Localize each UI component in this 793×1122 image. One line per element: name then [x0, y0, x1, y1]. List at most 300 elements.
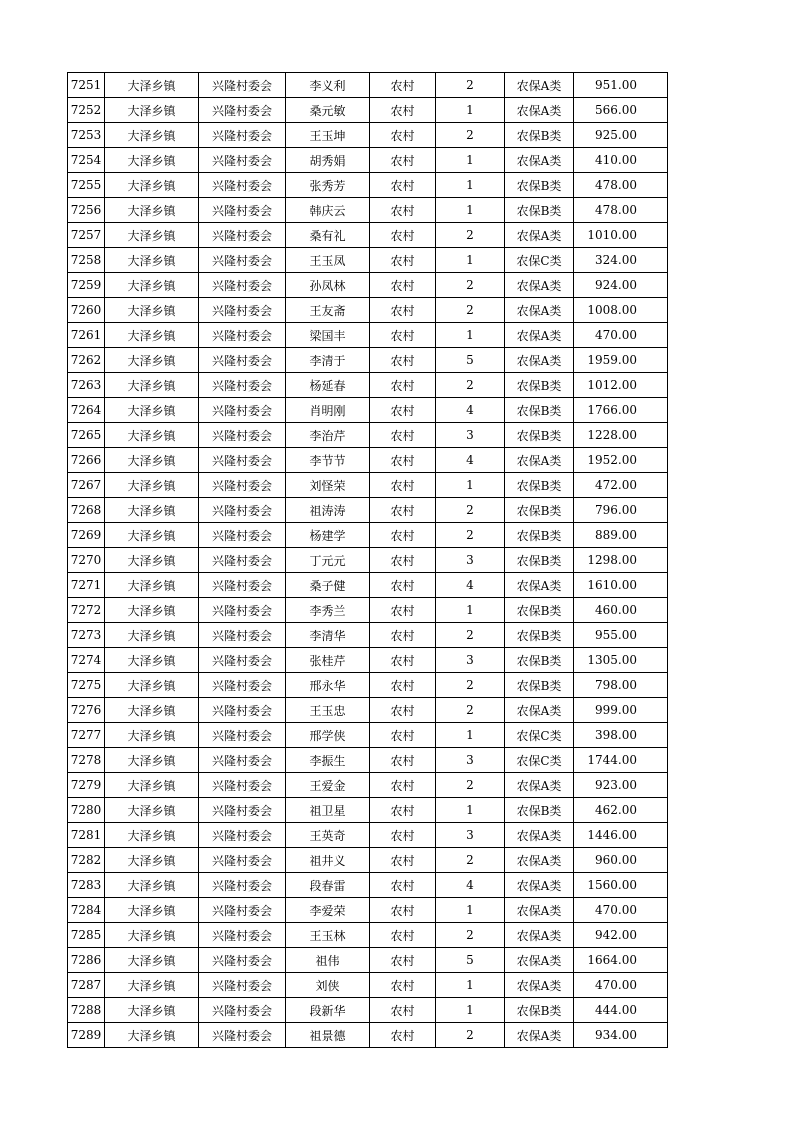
table-row	[68, 573, 668, 598]
area-type-cell: 农村	[370, 173, 436, 198]
insurance-category-cell: 农保B类	[505, 198, 574, 223]
area-type-cell: 农村	[370, 773, 436, 798]
town-cell: 大泽乡镇	[105, 923, 199, 948]
household-count-cell: 3	[436, 423, 505, 448]
name-cell: 桑子健	[286, 573, 370, 598]
amount-cell: 1610.00	[574, 573, 668, 598]
area-type-cell: 农村	[370, 148, 436, 173]
household-count-cell: 4	[436, 398, 505, 423]
area-type-cell: 农村	[370, 298, 436, 323]
household-count-cell: 4	[436, 873, 505, 898]
amount-cell: 478.00	[574, 198, 668, 223]
amount-cell: 960.00	[574, 848, 668, 873]
name-cell: 张桂芹	[286, 648, 370, 673]
serial-number-cell: 7260	[68, 298, 105, 323]
insurance-category-cell: 农保C类	[505, 748, 574, 773]
household-count-cell: 1	[436, 148, 505, 173]
village-committee-cell: 兴隆村委会	[199, 398, 286, 423]
serial-number-cell: 7257	[68, 223, 105, 248]
area-type-cell: 农村	[370, 123, 436, 148]
household-count-cell: 1	[436, 798, 505, 823]
town-cell: 大泽乡镇	[105, 798, 199, 823]
name-cell: 段新华	[286, 998, 370, 1023]
serial-number-cell: 7259	[68, 273, 105, 298]
serial-number-cell: 7272	[68, 598, 105, 623]
amount-cell: 1446.00	[574, 823, 668, 848]
name-cell: 王爱金	[286, 773, 370, 798]
town-cell: 大泽乡镇	[105, 423, 199, 448]
area-type-cell: 农村	[370, 348, 436, 373]
insurance-category-cell: 农保A类	[505, 698, 574, 723]
area-type-cell: 农村	[370, 473, 436, 498]
table-row	[68, 848, 668, 873]
town-cell: 大泽乡镇	[105, 448, 199, 473]
amount-cell: 1305.00	[574, 648, 668, 673]
town-cell: 大泽乡镇	[105, 298, 199, 323]
serial-number-cell: 7284	[68, 898, 105, 923]
village-committee-cell: 兴隆村委会	[199, 823, 286, 848]
town-cell: 大泽乡镇	[105, 773, 199, 798]
household-count-cell: 2	[436, 373, 505, 398]
serial-number-cell: 7262	[68, 348, 105, 373]
village-committee-cell: 兴隆村委会	[199, 548, 286, 573]
town-cell: 大泽乡镇	[105, 473, 199, 498]
serial-number-cell: 7285	[68, 923, 105, 948]
household-count-cell: 1	[436, 898, 505, 923]
insurance-category-cell: 农保A类	[505, 98, 574, 123]
amount-cell: 398.00	[574, 723, 668, 748]
table-row	[68, 973, 668, 998]
table-row	[68, 298, 668, 323]
insurance-category-cell: 农保C类	[505, 248, 574, 273]
amount-cell: 470.00	[574, 323, 668, 348]
town-cell: 大泽乡镇	[105, 873, 199, 898]
amount-cell: 798.00	[574, 673, 668, 698]
serial-number-cell: 7277	[68, 723, 105, 748]
insurance-category-cell: 农保B类	[505, 498, 574, 523]
town-cell: 大泽乡镇	[105, 573, 199, 598]
town-cell: 大泽乡镇	[105, 698, 199, 723]
name-cell: 李清华	[286, 623, 370, 648]
area-type-cell: 农村	[370, 973, 436, 998]
name-cell: 李秀兰	[286, 598, 370, 623]
area-type-cell: 农村	[370, 73, 436, 98]
serial-number-cell: 7258	[68, 248, 105, 273]
serial-number-cell: 7255	[68, 173, 105, 198]
table-row	[68, 148, 668, 173]
town-cell: 大泽乡镇	[105, 948, 199, 973]
table-row	[68, 623, 668, 648]
insurance-category-cell: 农保A类	[505, 148, 574, 173]
serial-number-cell: 7289	[68, 1023, 105, 1048]
insurance-category-cell: 农保B类	[505, 598, 574, 623]
serial-number-cell: 7273	[68, 623, 105, 648]
town-cell: 大泽乡镇	[105, 898, 199, 923]
village-committee-cell: 兴隆村委会	[199, 948, 286, 973]
insurance-category-cell: 农保B类	[505, 398, 574, 423]
table-row	[68, 173, 668, 198]
household-count-cell: 3	[436, 548, 505, 573]
name-cell: 韩庆云	[286, 198, 370, 223]
area-type-cell: 农村	[370, 1023, 436, 1048]
amount-cell: 462.00	[574, 798, 668, 823]
household-count-cell: 5	[436, 948, 505, 973]
name-cell: 王友斋	[286, 298, 370, 323]
area-type-cell: 农村	[370, 848, 436, 873]
name-cell: 李节节	[286, 448, 370, 473]
amount-cell: 470.00	[574, 973, 668, 998]
household-count-cell: 2	[436, 923, 505, 948]
table-row	[68, 948, 668, 973]
serial-number-cell: 7280	[68, 798, 105, 823]
table-row	[68, 198, 668, 223]
household-count-cell: 1	[436, 973, 505, 998]
household-count-cell: 1	[436, 173, 505, 198]
amount-cell: 478.00	[574, 173, 668, 198]
village-committee-cell: 兴隆村委会	[199, 923, 286, 948]
insurance-category-cell: 农保B类	[505, 673, 574, 698]
village-committee-cell: 兴隆村委会	[199, 698, 286, 723]
village-committee-cell: 兴隆村委会	[199, 173, 286, 198]
amount-cell: 951.00	[574, 73, 668, 98]
amount-cell: 460.00	[574, 598, 668, 623]
amount-cell: 955.00	[574, 623, 668, 648]
area-type-cell: 农村	[370, 98, 436, 123]
table-row	[68, 998, 668, 1023]
table-row	[68, 123, 668, 148]
household-count-cell: 2	[436, 698, 505, 723]
table-row	[68, 523, 668, 548]
serial-number-cell: 7264	[68, 398, 105, 423]
household-count-cell: 2	[436, 773, 505, 798]
area-type-cell: 农村	[370, 598, 436, 623]
amount-cell: 1298.00	[574, 548, 668, 573]
household-count-cell: 1	[436, 598, 505, 623]
serial-number-cell: 7271	[68, 573, 105, 598]
table-row	[68, 323, 668, 348]
serial-number-cell: 7276	[68, 698, 105, 723]
amount-cell: 1744.00	[574, 748, 668, 773]
village-committee-cell: 兴隆村委会	[199, 723, 286, 748]
village-committee-cell: 兴隆村委会	[199, 798, 286, 823]
table-row	[68, 673, 668, 698]
town-cell: 大泽乡镇	[105, 248, 199, 273]
table-row	[68, 598, 668, 623]
household-count-cell: 3	[436, 823, 505, 848]
town-cell: 大泽乡镇	[105, 148, 199, 173]
town-cell: 大泽乡镇	[105, 748, 199, 773]
household-count-cell: 4	[436, 573, 505, 598]
table-row	[68, 448, 668, 473]
table-row	[68, 748, 668, 773]
data-table	[67, 72, 668, 1048]
amount-cell: 1664.00	[574, 948, 668, 973]
insurance-category-cell: 农保A类	[505, 923, 574, 948]
village-committee-cell: 兴隆村委会	[199, 123, 286, 148]
village-committee-cell: 兴隆村委会	[199, 348, 286, 373]
area-type-cell: 农村	[370, 723, 436, 748]
name-cell: 李义利	[286, 73, 370, 98]
name-cell: 王玉凤	[286, 248, 370, 273]
insurance-category-cell: 农保A类	[505, 848, 574, 873]
area-type-cell: 农村	[370, 573, 436, 598]
area-type-cell: 农村	[370, 923, 436, 948]
amount-cell: 1228.00	[574, 423, 668, 448]
amount-cell: 934.00	[574, 1023, 668, 1048]
serial-number-cell: 7278	[68, 748, 105, 773]
table-row	[68, 773, 668, 798]
amount-cell: 1012.00	[574, 373, 668, 398]
town-cell: 大泽乡镇	[105, 223, 199, 248]
amount-cell: 796.00	[574, 498, 668, 523]
household-count-cell: 2	[436, 623, 505, 648]
serial-number-cell: 7268	[68, 498, 105, 523]
insurance-category-cell: 农保B类	[505, 648, 574, 673]
village-committee-cell: 兴隆村委会	[199, 1023, 286, 1048]
insurance-category-cell: 农保A类	[505, 323, 574, 348]
town-cell: 大泽乡镇	[105, 723, 199, 748]
household-count-cell: 2	[436, 848, 505, 873]
amount-cell: 1010.00	[574, 223, 668, 248]
table-row	[68, 348, 668, 373]
name-cell: 刘侠	[286, 973, 370, 998]
household-count-cell: 1	[436, 723, 505, 748]
town-cell: 大泽乡镇	[105, 173, 199, 198]
table-row	[68, 898, 668, 923]
name-cell: 李治芹	[286, 423, 370, 448]
amount-cell: 1766.00	[574, 398, 668, 423]
household-count-cell: 4	[436, 448, 505, 473]
area-type-cell: 农村	[370, 423, 436, 448]
insurance-category-cell: 农保A类	[505, 73, 574, 98]
insurance-category-cell: 农保A类	[505, 348, 574, 373]
village-committee-cell: 兴隆村委会	[199, 498, 286, 523]
area-type-cell: 农村	[370, 198, 436, 223]
insurance-category-cell: 农保A类	[505, 948, 574, 973]
household-count-cell: 3	[436, 748, 505, 773]
area-type-cell: 农村	[370, 798, 436, 823]
household-count-cell: 2	[436, 73, 505, 98]
table-row	[68, 698, 668, 723]
serial-number-cell: 7261	[68, 323, 105, 348]
insurance-category-cell: 农保B类	[505, 523, 574, 548]
amount-cell: 1008.00	[574, 298, 668, 323]
name-cell: 丁元元	[286, 548, 370, 573]
household-count-cell: 1	[436, 98, 505, 123]
name-cell: 杨延春	[286, 373, 370, 398]
town-cell: 大泽乡镇	[105, 273, 199, 298]
insurance-category-cell: 农保B类	[505, 123, 574, 148]
insurance-category-cell: 农保B类	[505, 548, 574, 573]
household-count-cell: 1	[436, 323, 505, 348]
amount-cell: 324.00	[574, 248, 668, 273]
town-cell: 大泽乡镇	[105, 598, 199, 623]
area-type-cell: 农村	[370, 498, 436, 523]
name-cell: 李振生	[286, 748, 370, 773]
area-type-cell: 农村	[370, 548, 436, 573]
insurance-category-cell: 农保B类	[505, 998, 574, 1023]
town-cell: 大泽乡镇	[105, 73, 199, 98]
village-committee-cell: 兴隆村委会	[199, 673, 286, 698]
serial-number-cell: 7274	[68, 648, 105, 673]
town-cell: 大泽乡镇	[105, 823, 199, 848]
household-count-cell: 1	[436, 473, 505, 498]
amount-cell: 472.00	[574, 473, 668, 498]
area-type-cell: 农村	[370, 823, 436, 848]
village-committee-cell: 兴隆村委会	[199, 373, 286, 398]
household-count-cell: 3	[436, 648, 505, 673]
area-type-cell: 农村	[370, 748, 436, 773]
town-cell: 大泽乡镇	[105, 348, 199, 373]
table-row	[68, 923, 668, 948]
area-type-cell: 农村	[370, 873, 436, 898]
name-cell: 梁国丰	[286, 323, 370, 348]
village-committee-cell: 兴隆村委会	[199, 648, 286, 673]
household-count-cell: 1	[436, 198, 505, 223]
household-count-cell: 2	[436, 1023, 505, 1048]
household-count-cell: 2	[436, 123, 505, 148]
area-type-cell: 农村	[370, 698, 436, 723]
insurance-category-cell: 农保A类	[505, 898, 574, 923]
insurance-category-cell: 农保C类	[505, 723, 574, 748]
area-type-cell: 农村	[370, 273, 436, 298]
village-committee-cell: 兴隆村委会	[199, 273, 286, 298]
table-row	[68, 273, 668, 298]
name-cell: 孙凤林	[286, 273, 370, 298]
table-row	[68, 498, 668, 523]
household-count-cell: 2	[436, 223, 505, 248]
name-cell: 杨建学	[286, 523, 370, 548]
household-count-cell: 2	[436, 298, 505, 323]
serial-number-cell: 7253	[68, 123, 105, 148]
village-committee-cell: 兴隆村委会	[199, 298, 286, 323]
name-cell: 桑元敏	[286, 98, 370, 123]
town-cell: 大泽乡镇	[105, 498, 199, 523]
name-cell: 刘怪荣	[286, 473, 370, 498]
name-cell: 邢永华	[286, 673, 370, 698]
village-committee-cell: 兴隆村委会	[199, 473, 286, 498]
village-committee-cell: 兴隆村委会	[199, 448, 286, 473]
name-cell: 祖伟	[286, 948, 370, 973]
area-type-cell: 农村	[370, 248, 436, 273]
table-row	[68, 548, 668, 573]
name-cell: 祖井义	[286, 848, 370, 873]
amount-cell: 470.00	[574, 898, 668, 923]
town-cell: 大泽乡镇	[105, 373, 199, 398]
table-row	[68, 1023, 668, 1048]
village-committee-cell: 兴隆村委会	[199, 998, 286, 1023]
amount-cell: 999.00	[574, 698, 668, 723]
insurance-category-cell: 农保A类	[505, 973, 574, 998]
serial-number-cell: 7279	[68, 773, 105, 798]
insurance-category-cell: 农保A类	[505, 223, 574, 248]
village-committee-cell: 兴隆村委会	[199, 248, 286, 273]
insurance-category-cell: 农保B类	[505, 173, 574, 198]
amount-cell: 924.00	[574, 273, 668, 298]
village-committee-cell: 兴隆村委会	[199, 873, 286, 898]
name-cell: 段春雷	[286, 873, 370, 898]
insurance-category-cell: 农保A类	[505, 573, 574, 598]
village-committee-cell: 兴隆村委会	[199, 973, 286, 998]
name-cell: 胡秀娟	[286, 148, 370, 173]
village-committee-cell: 兴隆村委会	[199, 523, 286, 548]
table-row	[68, 873, 668, 898]
insurance-category-cell: 农保B类	[505, 473, 574, 498]
area-type-cell: 农村	[370, 673, 436, 698]
serial-number-cell: 7267	[68, 473, 105, 498]
name-cell: 王英奇	[286, 823, 370, 848]
area-type-cell: 农村	[370, 398, 436, 423]
household-count-cell: 2	[436, 498, 505, 523]
insurance-category-cell: 农保B类	[505, 798, 574, 823]
table-row	[68, 823, 668, 848]
village-committee-cell: 兴隆村委会	[199, 623, 286, 648]
table-row	[68, 373, 668, 398]
name-cell: 祖卫星	[286, 798, 370, 823]
serial-number-cell: 7269	[68, 523, 105, 548]
town-cell: 大泽乡镇	[105, 973, 199, 998]
town-cell: 大泽乡镇	[105, 123, 199, 148]
serial-number-cell: 7251	[68, 73, 105, 98]
town-cell: 大泽乡镇	[105, 673, 199, 698]
serial-number-cell: 7286	[68, 948, 105, 973]
amount-cell: 566.00	[574, 98, 668, 123]
name-cell: 肖明刚	[286, 398, 370, 423]
village-committee-cell: 兴隆村委会	[199, 848, 286, 873]
insurance-category-cell: 农保A类	[505, 823, 574, 848]
serial-number-cell: 7287	[68, 973, 105, 998]
insurance-category-cell: 农保A类	[505, 873, 574, 898]
table-row	[68, 648, 668, 673]
insurance-category-cell: 农保A类	[505, 448, 574, 473]
name-cell: 李爱荣	[286, 898, 370, 923]
serial-number-cell: 7266	[68, 448, 105, 473]
table-row	[68, 798, 668, 823]
table-row	[68, 98, 668, 123]
name-cell: 王玉坤	[286, 123, 370, 148]
village-committee-cell: 兴隆村委会	[199, 198, 286, 223]
insurance-category-cell: 农保A类	[505, 773, 574, 798]
town-cell: 大泽乡镇	[105, 998, 199, 1023]
household-count-cell: 2	[436, 273, 505, 298]
serial-number-cell: 7283	[68, 873, 105, 898]
village-committee-cell: 兴隆村委会	[199, 223, 286, 248]
town-cell: 大泽乡镇	[105, 523, 199, 548]
amount-cell: 1952.00	[574, 448, 668, 473]
village-committee-cell: 兴隆村委会	[199, 148, 286, 173]
name-cell: 李清于	[286, 348, 370, 373]
area-type-cell: 农村	[370, 323, 436, 348]
village-committee-cell: 兴隆村委会	[199, 898, 286, 923]
area-type-cell: 农村	[370, 448, 436, 473]
village-committee-cell: 兴隆村委会	[199, 73, 286, 98]
area-type-cell: 农村	[370, 998, 436, 1023]
insurance-category-cell: 农保A类	[505, 298, 574, 323]
serial-number-cell: 7254	[68, 148, 105, 173]
household-count-cell: 2	[436, 523, 505, 548]
amount-cell: 925.00	[574, 123, 668, 148]
amount-cell: 889.00	[574, 523, 668, 548]
village-committee-cell: 兴隆村委会	[199, 598, 286, 623]
village-committee-cell: 兴隆村委会	[199, 423, 286, 448]
serial-number-cell: 7288	[68, 998, 105, 1023]
village-committee-cell: 兴隆村委会	[199, 573, 286, 598]
area-type-cell: 农村	[370, 898, 436, 923]
serial-number-cell: 7256	[68, 198, 105, 223]
amount-cell: 1560.00	[574, 873, 668, 898]
town-cell: 大泽乡镇	[105, 323, 199, 348]
name-cell: 王玉忠	[286, 698, 370, 723]
